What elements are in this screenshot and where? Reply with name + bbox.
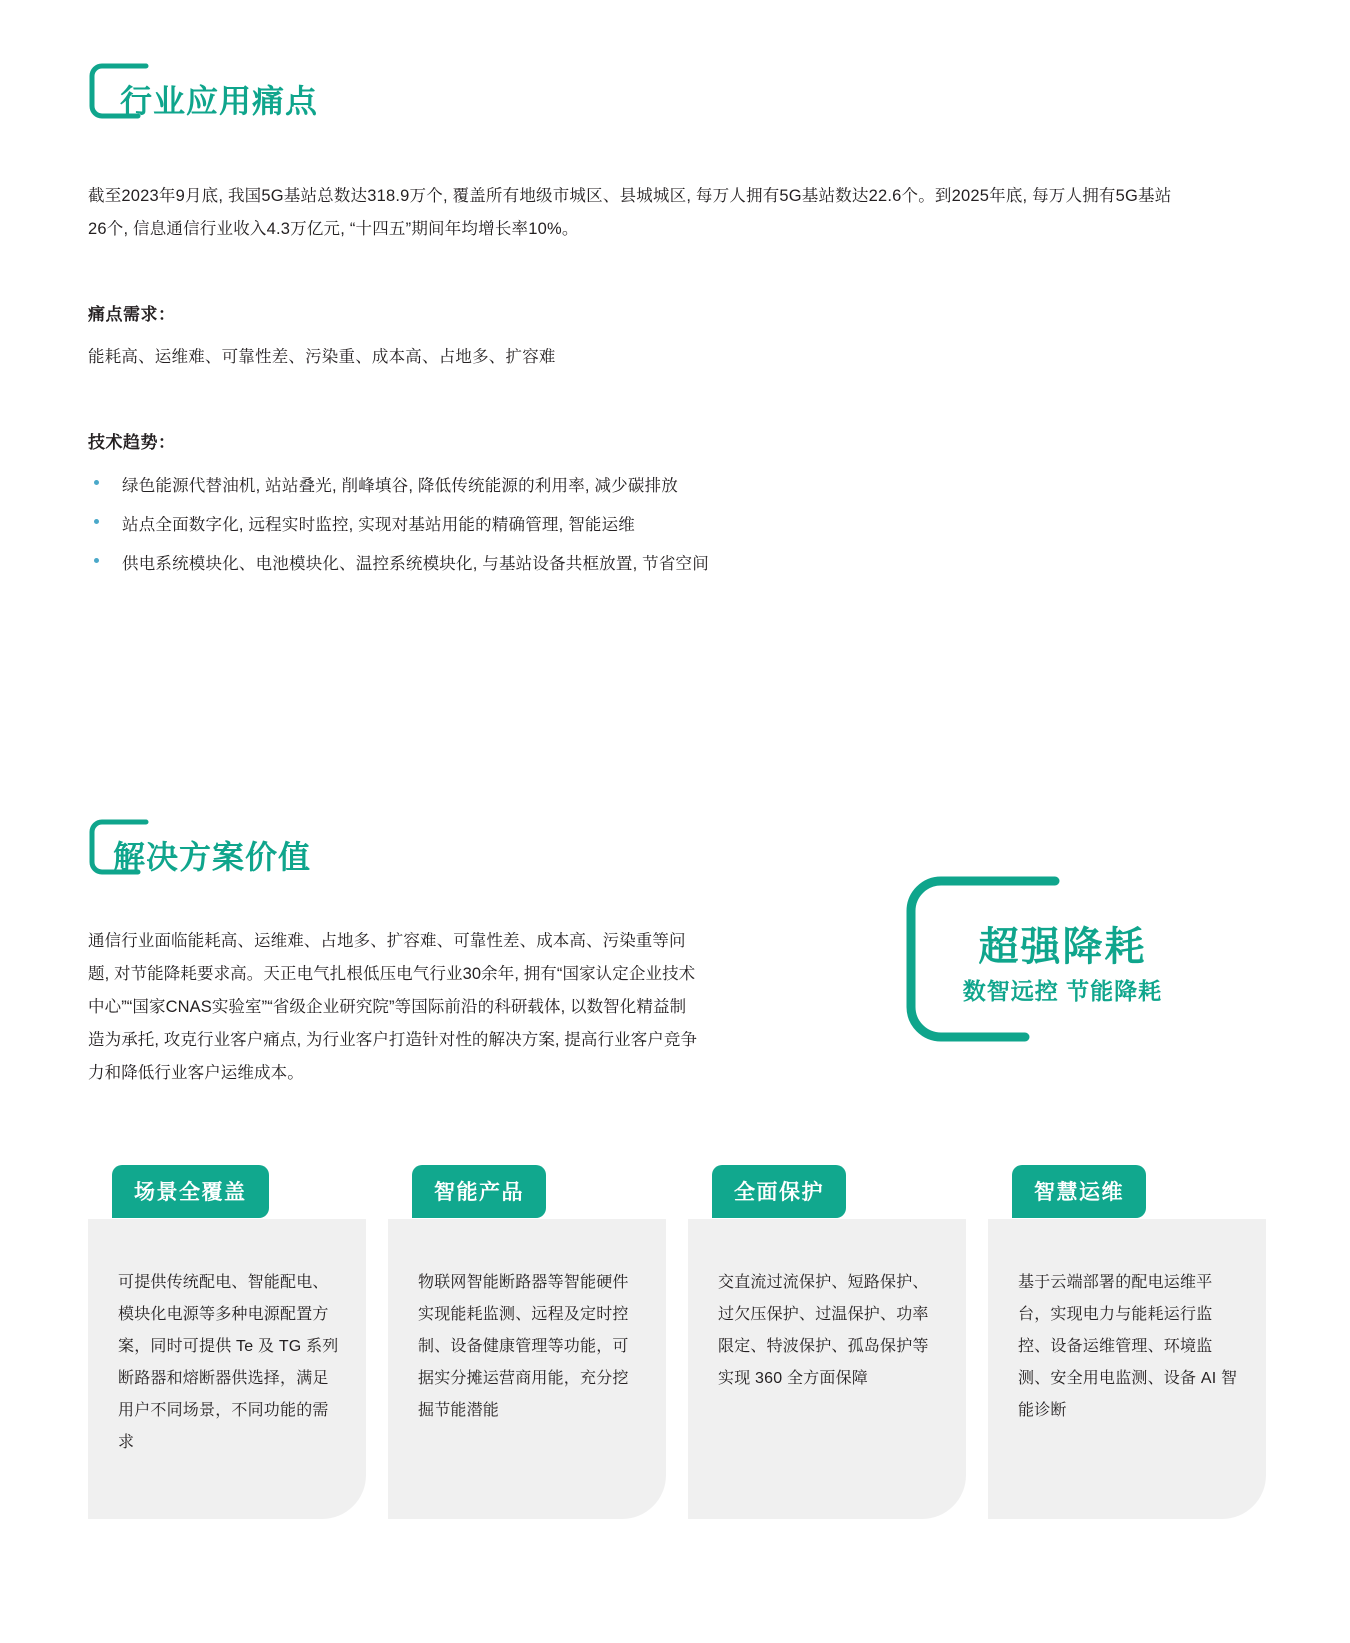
card-text: 交直流过流保护、短路保护、过欠压保护、过温保护、功率限定、特波保护、孤岛保护等实现 360 全方面保障 xyxy=(718,1274,929,1387)
pain-demand-label: 痛点需求： xyxy=(88,305,176,324)
badge-main-text: 超强降耗 xyxy=(978,925,1147,969)
card-text: 基于云端部署的配电运维平台，实现电力与能耗运行监控、设备运维管理、环境监测、安全用电监测、设备 AI 智能诊断 xyxy=(1018,1274,1238,1419)
page-title-solution-value: 解决方案价值 xyxy=(113,839,312,875)
bullet-dot-icon xyxy=(94,558,99,563)
card-body xyxy=(88,1219,366,1519)
card-body xyxy=(988,1219,1266,1519)
pain-demand-text: 能耗高、运维难、可靠性差、污染重、成本高、占地多、扩容难 xyxy=(88,348,556,366)
list-item-label: 绿色能源代替油机, 站站叠光, 削峰填谷, 降低传统能源的利用率, 减少碳排放 xyxy=(122,477,678,495)
pain-intro-paragraph: 截至2023年9月底, 我国5G基站总数达318.9万个, 覆盖所有地级市城区、县城城区, 每万人拥有5G基站数达22.6个。到2025年底, 每万人拥有5G基站26个, 信息通信行业收入4.3万亿元, “十四五”期间年均增长率10%。 xyxy=(88,187,1172,238)
section-header-solution-value xyxy=(88,818,508,888)
solution-value-paragraph: 通信行业面临能耗高、运维难、占地多、扩容难、可靠性差、成本高、污染重等问题, 对节能降耗要求高。天正电气扎根低压电气行业30余年, 拥有“国家认定企业技术中心”“国家CNAS实验室”“省级企业研究院”等国际前沿的科研载体, 以数智化精益制造为承托, 攻克行业客户痛点, 为行业客户打造针对性的解决方案, 提高行业客户竞争力和降低行业客户运维成本。 xyxy=(88,932,698,1082)
card-tab-label: 智慧运维 xyxy=(1012,1165,1146,1218)
highlight-badge xyxy=(905,875,1175,1050)
card-text: 可提供传统配电、智能配电、模块化电源等多种电源配置方案，同时可提供 Te 及 TG 系列断路器和熔断器供选择，满足用户不同场景，不同功能的需求 xyxy=(118,1274,339,1451)
list-item-label: 站点全面数字化, 远程实时监控, 实现对基站用能的精确管理, 智能运维 xyxy=(122,516,636,534)
section-header-pain-points xyxy=(88,62,508,132)
list-item xyxy=(88,472,1088,496)
tech-trend-label: 技术趋势： xyxy=(88,433,176,452)
card-tab-label: 全面保护 xyxy=(712,1165,846,1218)
bullet-dot-icon xyxy=(94,519,99,524)
card-tab-label: 智能产品 xyxy=(412,1165,546,1218)
list-item xyxy=(88,511,1088,535)
card-body xyxy=(388,1219,666,1519)
card-tab-label: 场景全覆盖 xyxy=(112,1165,269,1218)
tech-trend-list xyxy=(88,472,1088,589)
list-item xyxy=(88,550,1088,574)
bullet-dot-icon xyxy=(94,480,99,485)
card-text: 物联网智能断路器等智能硬件实现能耗监测、远程及定时控制、设备健康管理等功能，可据实分摊运营商用能，充分挖掘节能潜能 xyxy=(418,1274,629,1419)
page-title-pain-points: 行业应用痛点 xyxy=(120,83,319,119)
badge-sub-text: 数智远控 节能降耗 xyxy=(962,978,1163,1004)
list-item-label: 供电系统模块化、电池模块化、温控系统模块化, 与基站设备共框放置, 节省空间 xyxy=(122,555,709,573)
card-body xyxy=(688,1219,966,1519)
